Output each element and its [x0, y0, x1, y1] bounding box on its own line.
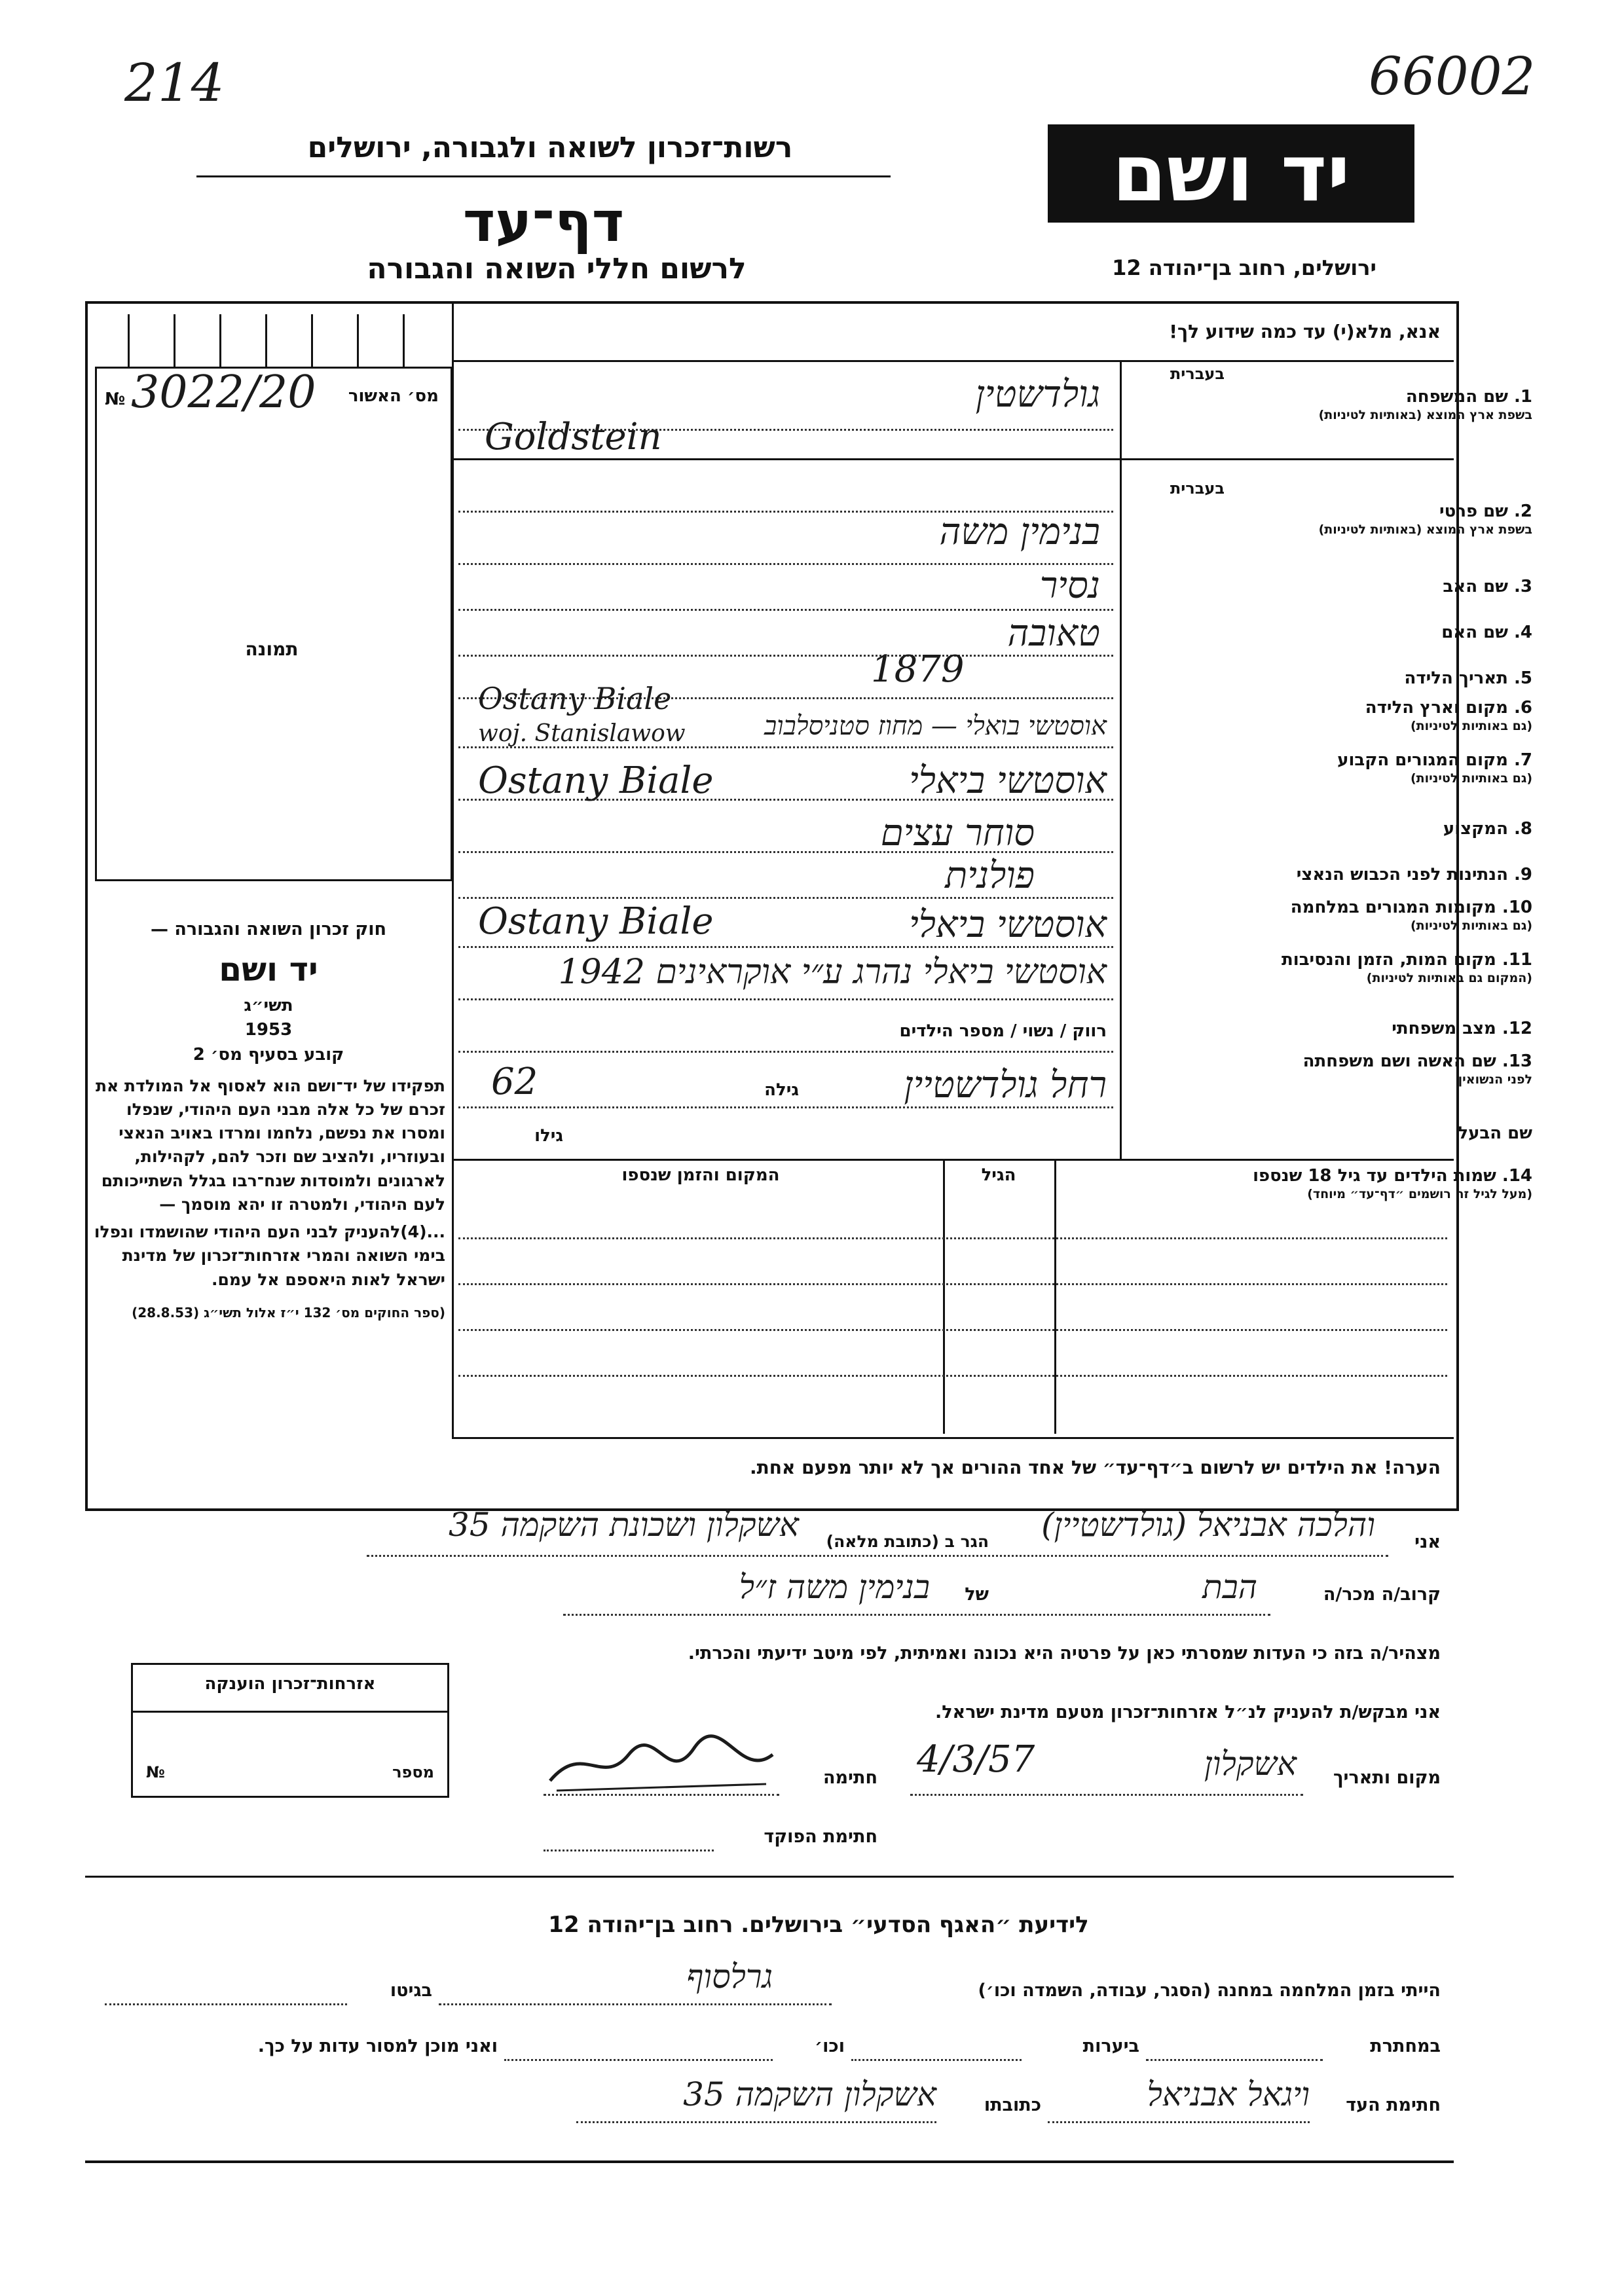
box-number-label: מספר — [392, 1763, 434, 1781]
statement-2: אני מבקש/ת להעניק לנ״ל אזרחות־זכרון מטעם מדינת ישראל. — [934, 1702, 1441, 1722]
place-date-label: מקום ותאריך — [1333, 1768, 1441, 1788]
birth-date: 1879 — [871, 648, 965, 691]
law-panel — [92, 917, 445, 1322]
witness-address-label: כתובתו — [984, 2095, 1041, 2115]
authority-name: רשות־זכרון לשואה ולגבורה, ירושלים — [307, 131, 793, 164]
ghetto-label: בגיטו — [390, 1980, 432, 2001]
approval-label: מס׳ האשור — [348, 386, 439, 406]
address: ירושלים, רחוב בן־יהודה 12 — [1112, 255, 1376, 280]
relation-value: הבת — [1202, 1568, 1257, 1606]
archive-number: 214 — [124, 52, 225, 113]
wartime-residence-hebrew: אוסטשי ביאלי — [909, 903, 1107, 946]
field-9-label: 9. הנתינות לפני הכבוש הנאצי — [1296, 865, 1532, 884]
occupation: סוחר עצים — [880, 812, 1035, 854]
witness-name: ויגאל אבניאל — [1147, 2075, 1310, 2113]
box-number-prefix: № — [146, 1763, 165, 1781]
testimony-statement: ואני מוכן למסור עדות על כך. — [257, 2036, 498, 2056]
field-5-label: 5. תאריך הלידה — [1404, 668, 1532, 688]
form-subtitle: לרשום חללי השואה והגבורה — [367, 252, 747, 285]
record-number: 66002 — [1369, 46, 1536, 107]
law-year-hebrew: תשי״ג — [244, 995, 293, 1015]
field-7-label: 7. מקום המגורים הקבוע (גם באותיות לטיניות) — [1337, 750, 1532, 786]
marital-options: רווק / נשוי / מספר הילדים — [899, 1021, 1107, 1041]
surname-latin: Goldstein — [485, 416, 662, 458]
forests-label: ביערות — [1082, 2036, 1139, 2056]
signature-label: חתימה — [822, 1768, 877, 1788]
yad-vashem-logo: יד ושם — [1048, 124, 1414, 223]
residing-label: הגר ב (כתובת מלאה) — [826, 1532, 989, 1551]
photo-box — [95, 367, 452, 881]
birthplace-latin: Ostany Biale — [478, 681, 672, 716]
wife-age-label: גילה — [764, 1080, 799, 1100]
field-13-label: 13. שם האשה ושם משפחתה לפני הנשואין — [1302, 1051, 1532, 1087]
residence-hebrew: אוסטשי ביאלי — [909, 759, 1107, 802]
field-4-label: 4. שם האם — [1441, 623, 1532, 642]
residence-latin: Ostany Biale — [478, 759, 714, 802]
intro-text: אנא, מלא(י) עד כמה שידוע לך! — [1169, 321, 1441, 342]
statement-1: מצהיר/ה בזה כי העדות שמסרתי כאן על פרטיה היא נכונה ואמיתית, לפי מיטב ידיעתי והכרתי. — [688, 1643, 1441, 1664]
hebrew-label: בעברית — [1170, 365, 1225, 383]
wife-age: 62 — [491, 1061, 538, 1103]
first-name: בנימין משה — [939, 511, 1100, 553]
etc-label: וכו׳ — [815, 2036, 845, 2056]
underground-label: במחתרת — [1370, 2036, 1441, 2056]
children-place-header: המקום והזמן שנספו — [621, 1165, 780, 1185]
ticks — [115, 314, 442, 367]
field-10-label: 10. מקומות המגורים במלחמה (גם באותיות לטיניות) — [1290, 898, 1532, 933]
of-label: של — [965, 1584, 989, 1605]
approval-prefix: № — [105, 390, 126, 409]
nationality: פולנית — [945, 854, 1035, 897]
camp-name: גרלסוף — [686, 1958, 773, 1995]
field-8-label: 8. המקצוע — [1443, 819, 1532, 839]
law-clause: קובע בסעיף מס׳ 2 — [193, 1045, 344, 1065]
of-value: בנימין משה ז״ל — [739, 1568, 930, 1606]
law-text: תפקידו של יד־ושם הוא לאסוף אל המולדת את זכרם של כל אלה מבני העם היהודי, שנפלו ומסרו את נפשם, נלחמו ומרדו באויב הנאצי ובעוזריו, ולהציב שם וזכר להם, לקהילות, לארגונים ולמוסדות שנח־רבו בגלל השתייכותם לעם היהודי, ולמטרה זו יהא מוסמך — — [95, 1076, 445, 1214]
declaration-date: 4/3/57 — [917, 1738, 1035, 1781]
field-2-label: בעברית 2. שם פרטי בשפת ארץ המוצא (באותיות לטיניות) — [1170, 479, 1532, 537]
father-name: נסיר — [1039, 564, 1100, 607]
field-1-label: בעברית 1. שם המשפחה בשפת ארץ המוצא (באותיות לטיניות) — [1170, 365, 1532, 422]
birthplace-district: woj. Stanislawow — [478, 720, 686, 747]
law-year: 1953 — [244, 1020, 293, 1040]
form-title: דף־עד — [462, 190, 625, 254]
husband-label: שם הבעל — [1458, 1123, 1532, 1143]
law-reference: (ספר החוקים מס׳ 132 י״ז אלול תשי״ג (28.8.53) — [132, 1304, 445, 1321]
law-title: חוק זכרון השואה והגבורה — — [150, 919, 387, 939]
children-note: הערה! את הילדים יש לרשום ב״דף־עד״ של אחד ההורים אך לא יותר מפעם אחת. — [749, 1457, 1441, 1478]
mother-name: טאובה — [1007, 612, 1100, 655]
citizenship-box — [131, 1663, 449, 1798]
hebrew-label-2: בעברית — [1170, 479, 1225, 498]
bottom-title: לידיעת ״האגף הסדעי״ בירושלים. רחוב בן־יהודה 12 — [548, 1912, 1089, 1938]
field-6-label: 6. מקום וארץ הלידה (גם באותיות לטיניות) — [1365, 698, 1532, 733]
relation-label: קרוב/ה מכר/ה — [1323, 1584, 1441, 1605]
wife-name: רחל גולדשטיין — [904, 1064, 1107, 1106]
wartime-residence-latin: Ostany Biale — [478, 900, 714, 943]
law-name: יד ושם — [219, 951, 318, 989]
field-3-label: 3. שם האב — [1443, 577, 1532, 596]
death-place: אוסטשי ביאלי נהרג ע״י אוקראינים 1942 — [558, 953, 1107, 992]
birthplace-hebrew: אוסטשי בואלי — מחוז סטניסלבוב — [764, 711, 1107, 741]
official-signature-label: חתימת הפוקד — [764, 1827, 877, 1847]
camp-line: הייתי בזמן המלחמה במחנה (הסגר, עבודה, השמדה וכו׳) — [978, 1980, 1441, 2001]
surname-hebrew: גולדשטין — [975, 373, 1100, 416]
witness-address: אשקלון השקמה 35 — [683, 2075, 936, 2113]
declarant-address: אשקלון ושכונת השקמה 35 — [449, 1506, 799, 1544]
children-age-header: הגיל — [981, 1165, 1016, 1185]
field-14-label: 14. שמות הילדים עד גיל 18 שנספו (מעל לגיל זה רושמים ״דף־עד״ מיוחד) — [1253, 1166, 1532, 1201]
husband-age-label: גילו — [534, 1126, 563, 1146]
witness-signature-label: חתימת העד — [1346, 2095, 1441, 2115]
field-11-label: 11. מקום המות, הזמן והנסיבות (המקום גם באותיות לטיניות) — [1282, 950, 1532, 985]
citizenship-box-title: אזרחות־זכרון הוענקה — [204, 1674, 376, 1694]
field-12-label: 12. מצב משפחתי — [1392, 1019, 1532, 1038]
declarant-name: והלכה אבניאל (גולדשטיין) — [1041, 1506, 1375, 1544]
law-item4: ...(4)להעניק לבני העם היהודי שהושמדו ונפלו בימי השואה והמרי אזרחות־זכרון של מדינת ישראל לאות היאספם אל עמם. — [94, 1222, 445, 1289]
declaration-place: אשקלון — [1204, 1745, 1297, 1783]
i-label: אני — [1414, 1532, 1441, 1552]
photo-label: תמונה — [245, 638, 299, 660]
declarant-signature — [544, 1728, 779, 1800]
approval-number: 3022/20 — [131, 367, 316, 418]
